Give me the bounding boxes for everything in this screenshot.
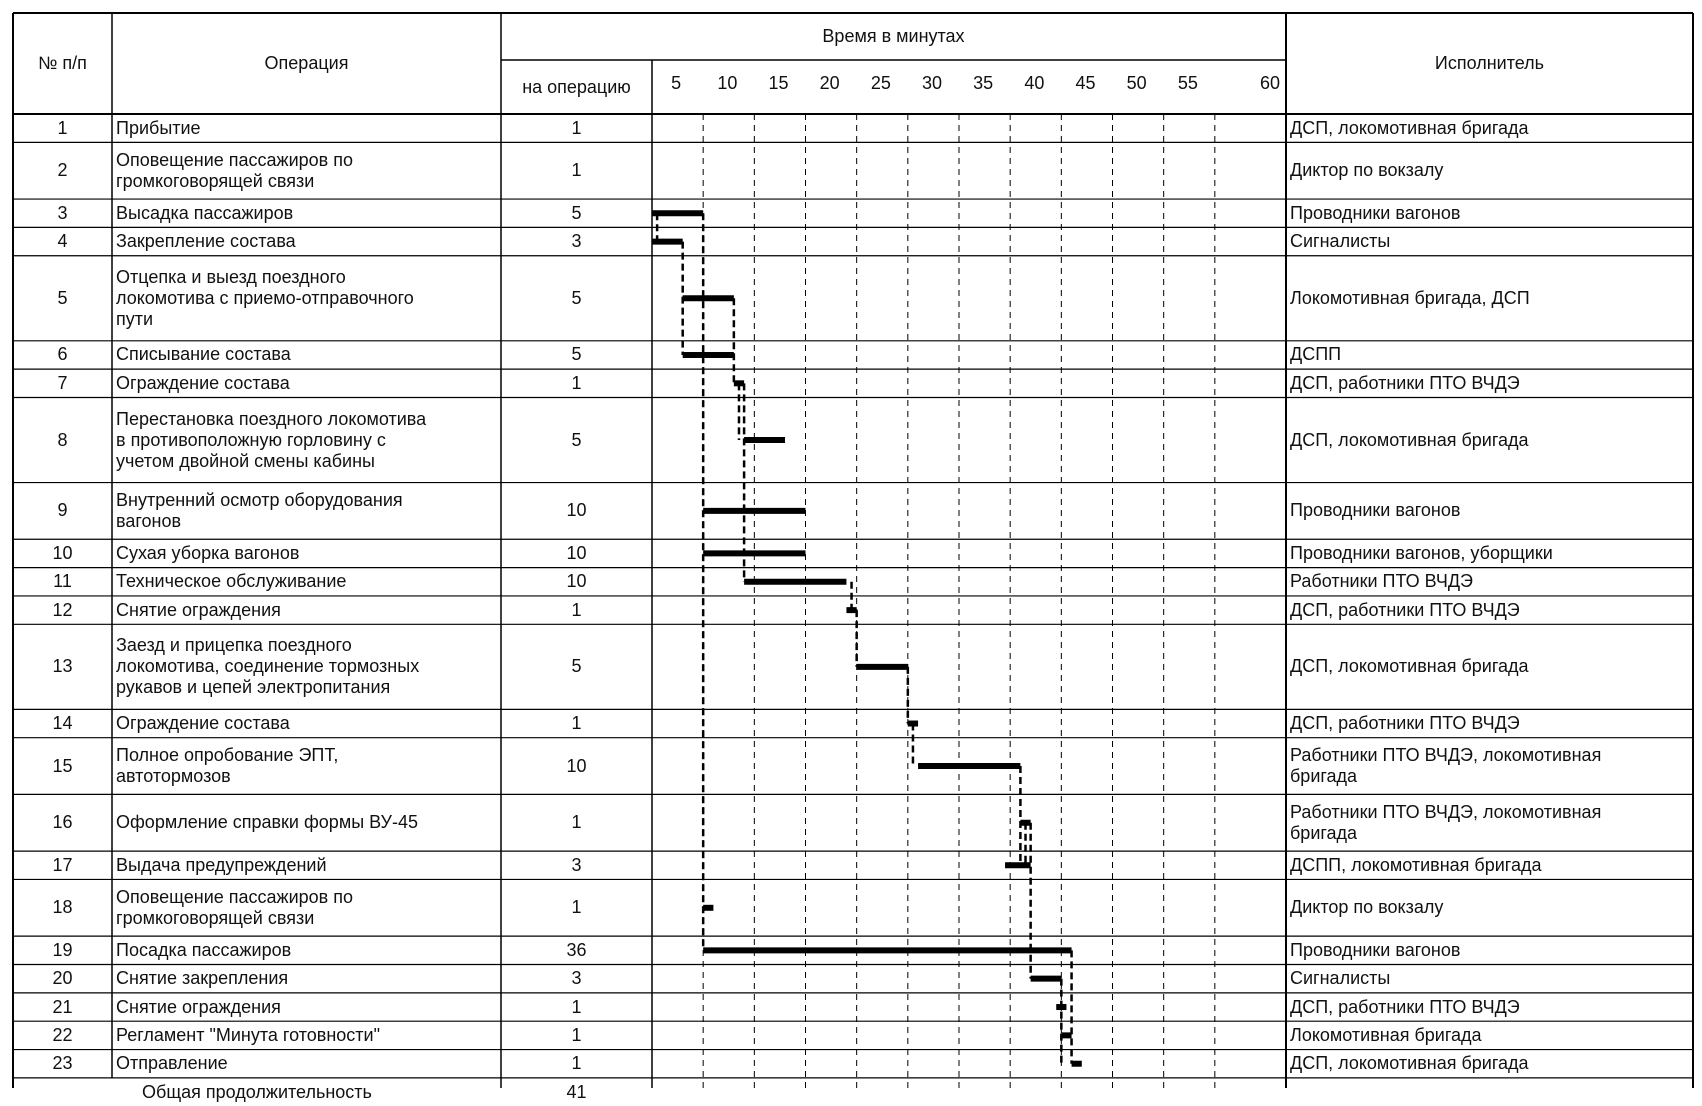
row-duration: 5 — [571, 429, 582, 450]
row-number: 8 — [57, 429, 68, 450]
header-time-group: Время в минутах — [822, 26, 965, 46]
row-operation-line: в противоположную горловину с — [116, 429, 386, 450]
row-duration: 1 — [571, 996, 582, 1017]
row-operation-line: Техническое обслуживание — [116, 571, 347, 592]
row-duration: 3 — [571, 231, 582, 252]
row-duration: 1 — [571, 372, 582, 393]
row-performer-line: Проводники вагонов, уборщики — [1290, 542, 1553, 563]
tick-label: 20 — [819, 73, 840, 93]
row-operation-line: Регламент "Минута готовности" — [116, 1024, 380, 1045]
row-number: 3 — [57, 202, 68, 223]
row-performer-line: Диктор по вокзалу — [1290, 897, 1444, 918]
row-operation-line: Выдача предупреждений — [116, 854, 327, 875]
row-operation-line: громкоговорящей связи — [116, 907, 315, 928]
row-operation-line: Перестановка поездного локомотива — [116, 408, 427, 429]
header-per-operation: на операцию — [522, 76, 631, 97]
row-duration: 3 — [571, 968, 582, 989]
row-duration: 1 — [571, 599, 582, 620]
row-number: 13 — [52, 656, 73, 677]
row-number: 12 — [52, 599, 73, 620]
tick-label: 45 — [1075, 73, 1096, 93]
header-operation: Операция — [264, 53, 349, 73]
tick-label: 35 — [973, 73, 994, 93]
total-duration: 41 — [566, 1081, 587, 1102]
row-duration: 1 — [571, 897, 582, 918]
row-duration: 1 — [571, 1053, 582, 1074]
row-performer-line: Работники ПТО ВЧДЭ, локомотивная — [1290, 801, 1602, 822]
row-performer-line: Диктор по вокзалу — [1290, 160, 1444, 181]
row-performer-line: Проводники вагонов — [1290, 939, 1461, 960]
row-operation-line: Ограждение состава — [116, 372, 290, 393]
row-operation-line: автотормозов — [116, 766, 231, 787]
row-number: 23 — [52, 1053, 73, 1074]
row-performer-line: ДСП, работники ПТО ВЧДЭ — [1290, 372, 1520, 393]
row-number: 11 — [53, 571, 72, 592]
row-operation-line: Внутренний осмотр оборудования — [116, 489, 403, 510]
row-operation-line: Прибытие — [116, 117, 201, 138]
row-operation-line: пути — [116, 308, 154, 329]
row-operation-line: локомотива с приемо-отправочного — [116, 287, 414, 308]
tick-label: 25 — [870, 73, 891, 93]
row-performer-line: ДСП, локомотивная бригада — [1290, 1053, 1529, 1074]
row-number: 14 — [52, 713, 73, 734]
row-duration: 36 — [566, 939, 587, 960]
row-performer-line: ДСП, работники ПТО ВЧДЭ — [1290, 599, 1520, 620]
row-operation-line: Снятие закрепления — [116, 968, 289, 989]
row-performer-line: Локомотивная бригада — [1290, 1024, 1482, 1045]
row-operation-line: учетом двойной смены кабины — [116, 450, 375, 471]
row-duration: 5 — [571, 656, 582, 677]
row-performer-line: ДСП, локомотивная бригада — [1290, 117, 1529, 138]
row-performer-line: ДСП, работники ПТО ВЧДЭ — [1290, 996, 1520, 1017]
row-duration: 10 — [566, 755, 587, 776]
row-operation-line: Оповещение пассажиров по — [116, 886, 353, 907]
row-duration: 1 — [571, 812, 582, 833]
row-number: 20 — [52, 968, 73, 989]
row-duration: 5 — [571, 344, 582, 365]
row-performer-line: ДСП, работники ПТО ВЧДЭ — [1290, 713, 1520, 734]
row-operation-line: Оповещение пассажиров по — [116, 149, 353, 170]
tick-label: 5 — [671, 73, 682, 93]
row-operation-line: вагонов — [116, 510, 182, 531]
row-performer-line: ДСПП, локомотивная бригада — [1290, 854, 1542, 875]
row-performer-line: Проводники вагонов — [1290, 500, 1461, 521]
row-duration: 10 — [566, 542, 587, 563]
row-number: 4 — [57, 231, 68, 252]
tick-label: 50 — [1126, 73, 1147, 93]
row-performer-line: Сигналисты — [1290, 968, 1391, 989]
row-operation-line: Отцепка и выезд поездного — [116, 266, 346, 287]
tick-label: 40 — [1024, 73, 1045, 93]
tick-label: 30 — [921, 73, 943, 93]
row-duration: 5 — [571, 287, 582, 308]
row-number: 19 — [52, 939, 73, 960]
row-duration: 10 — [566, 500, 587, 521]
row-operation-line: Сухая уборка вагонов — [116, 542, 300, 563]
row-performer-line: Работники ПТО ВЧДЭ — [1290, 571, 1473, 592]
row-operation-line: Списывание состава — [116, 344, 291, 365]
row-operation-line: рукавов и цепей электропитания — [116, 677, 391, 698]
row-operation-line: Полное опробование ЭПТ, — [116, 745, 339, 766]
row-number: 10 — [52, 542, 73, 563]
row-performer-line: Проводники вагонов — [1290, 202, 1461, 223]
row-operation-line: Снятие ограждения — [116, 599, 281, 620]
row-duration: 10 — [566, 571, 587, 592]
row-operation-line: Посадка пассажиров — [116, 939, 292, 960]
tick-label: 55 — [1177, 73, 1198, 93]
row-number: 16 — [52, 812, 73, 833]
row-number: 1 — [57, 117, 68, 138]
row-operation-line: локомотива, соединение тормозных — [116, 656, 420, 677]
row-performer-line: бригада — [1290, 766, 1358, 787]
row-operation-line: Снятие ограждения — [116, 996, 281, 1017]
row-performer-line: Сигналисты — [1290, 231, 1391, 252]
row-duration: 1 — [571, 117, 582, 138]
row-duration: 1 — [571, 713, 582, 734]
row-operation-line: Заезд и прицепка поездного — [116, 635, 352, 656]
row-number: 21 — [52, 996, 73, 1017]
row-performer-line: ДСПП — [1290, 344, 1342, 365]
row-performer-line: бригада — [1290, 822, 1358, 843]
row-number: 9 — [57, 500, 68, 521]
row-operation-line: Ограждение состава — [116, 713, 290, 734]
tick-label: 10 — [717, 73, 738, 93]
row-performer-line: Локомотивная бригада, ДСП — [1290, 287, 1530, 308]
row-number: 6 — [57, 344, 68, 365]
row-performer-line: ДСП, локомотивная бригада — [1290, 656, 1529, 677]
row-number: 7 — [57, 372, 68, 393]
row-operation-line: Высадка пассажиров — [116, 202, 294, 223]
row-operation-line: громкоговорящей связи — [116, 170, 315, 191]
row-number: 18 — [52, 897, 73, 918]
row-number: 15 — [52, 755, 73, 776]
row-duration: 1 — [571, 160, 582, 181]
row-performer-line: ДСП, локомотивная бригада — [1290, 429, 1529, 450]
header-performer: Исполнитель — [1434, 53, 1545, 73]
row-number: 22 — [52, 1024, 73, 1045]
row-operation-line: Закрепление состава — [116, 231, 296, 252]
tick-label: 60 — [1259, 73, 1281, 93]
row-number: 5 — [57, 287, 68, 308]
row-performer-line: Работники ПТО ВЧДЭ, локомотивная — [1290, 745, 1602, 766]
row-operation-line: Отправление — [116, 1053, 228, 1074]
total-label: Общая продолжительность — [142, 1081, 372, 1102]
row-number: 2 — [57, 160, 68, 181]
row-number: 17 — [52, 854, 73, 875]
row-duration: 1 — [571, 1024, 582, 1045]
row-duration: 3 — [571, 854, 582, 875]
row-operation-line: Оформление справки формы ВУ-45 — [116, 812, 418, 833]
row-duration: 5 — [571, 202, 582, 223]
tick-label: 15 — [768, 73, 789, 93]
header-num: № п/п — [38, 53, 87, 73]
